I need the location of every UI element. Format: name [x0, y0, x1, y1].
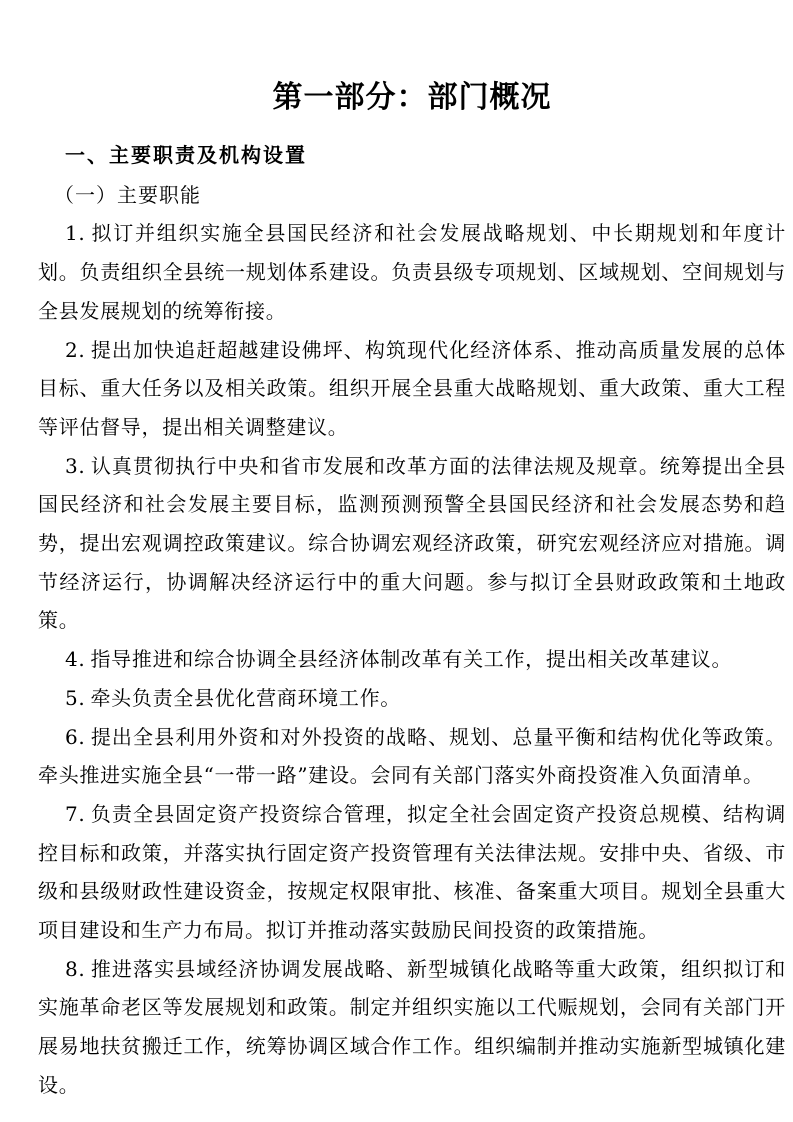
paragraph-number: 6.	[65, 724, 86, 749]
page-title: 第一部分：部门概况	[272, 81, 552, 114]
paragraph-1	[38, 214, 786, 330]
paragraph-number: 7.	[65, 801, 86, 826]
paragraph-6	[38, 718, 786, 795]
document-body	[38, 214, 786, 1104]
paragraph-5	[38, 679, 786, 718]
paragraph-text: 指导推进和综合协调全县经济体制改革有关工作，提出相关改革建议。	[90, 647, 733, 672]
paragraph-8	[38, 950, 786, 1105]
paragraph-2	[38, 331, 786, 447]
paragraph-number: 4.	[65, 647, 86, 672]
section-heading: 一、主要职责及机构设置	[65, 145, 307, 167]
paragraph-number: 3.	[65, 453, 86, 478]
paragraph-text: 负责全县固定资产投资综合管理，拟定全社会固定资产投资总规模、结构调控目标和政策，并落实执行固定资产投资管理有关法律法规。安排中央、省级、市级和县级财政性建设资金，按规定权限审批、核准、备案重大项目。规划全县重大项目建设和生产力布局。拟订并推动落实鼓励民间投资的政策措施。	[38, 801, 786, 943]
subsection-heading: （一）主要职能	[54, 182, 201, 207]
paragraph-text: 认真贯彻执行中央和省市发展和改革方面的法律法规及规章。统筹提出全县国民经济和社会发展主要目标，监测预测预警全县国民经济和社会发展态势和趋势，提出宏观调控政策建议。综合协调宏观经济政策，研究宏观经济应对措施。调节经济运行，协调解决经济运行中的重大问题。参与拟订全县财政政策和土地政策。	[38, 453, 786, 633]
paragraph-text: 提出全县利用外资和对外投资的战略、规划、总量平衡和结构优化等政策。牵头推进实施全县“一带一路”建设。会同有关部门落实外商投资准入负面清单。	[38, 724, 786, 788]
paragraph-4	[38, 640, 786, 679]
paragraph-number: 5.	[65, 685, 86, 710]
paragraph-number: 2.	[65, 337, 86, 362]
paragraph-text: 推进落实县域经济协调发展战略、新型城镇化战略等重大政策，组织拟订和实施革命老区等发展规划和政策。制定并组织实施以工代赈规划，会同有关部门开展易地扶贫搬迁工作，统筹协调区域合作工作。组织编制并推动实施新型城镇化建设。	[38, 956, 786, 1097]
paragraph-text: 提出加快追赶超越建设佛坪、构筑现代化经济体系、推动高质量发展的总体目标、重大任务以及相关政策。组织开展全县重大战略规划、重大政策、重大工程等评估督导，提出相关调整建议。	[38, 337, 786, 439]
paragraph-number: 8.	[65, 956, 86, 981]
paragraph-text: 牵头负责全县优化营商环境工作。	[90, 685, 401, 710]
paragraph-7	[38, 795, 786, 950]
paragraph-text: 拟订并组织实施全县国民经济和社会发展战略规划、中长期规划和年度计划。负责组织全县统一规划体系建设。负责县级专项规划、区域规划、空间规划与全县发展规划的统筹衔接。	[38, 221, 786, 323]
paragraph-number: 1.	[65, 221, 86, 246]
paragraph-3	[38, 447, 786, 641]
